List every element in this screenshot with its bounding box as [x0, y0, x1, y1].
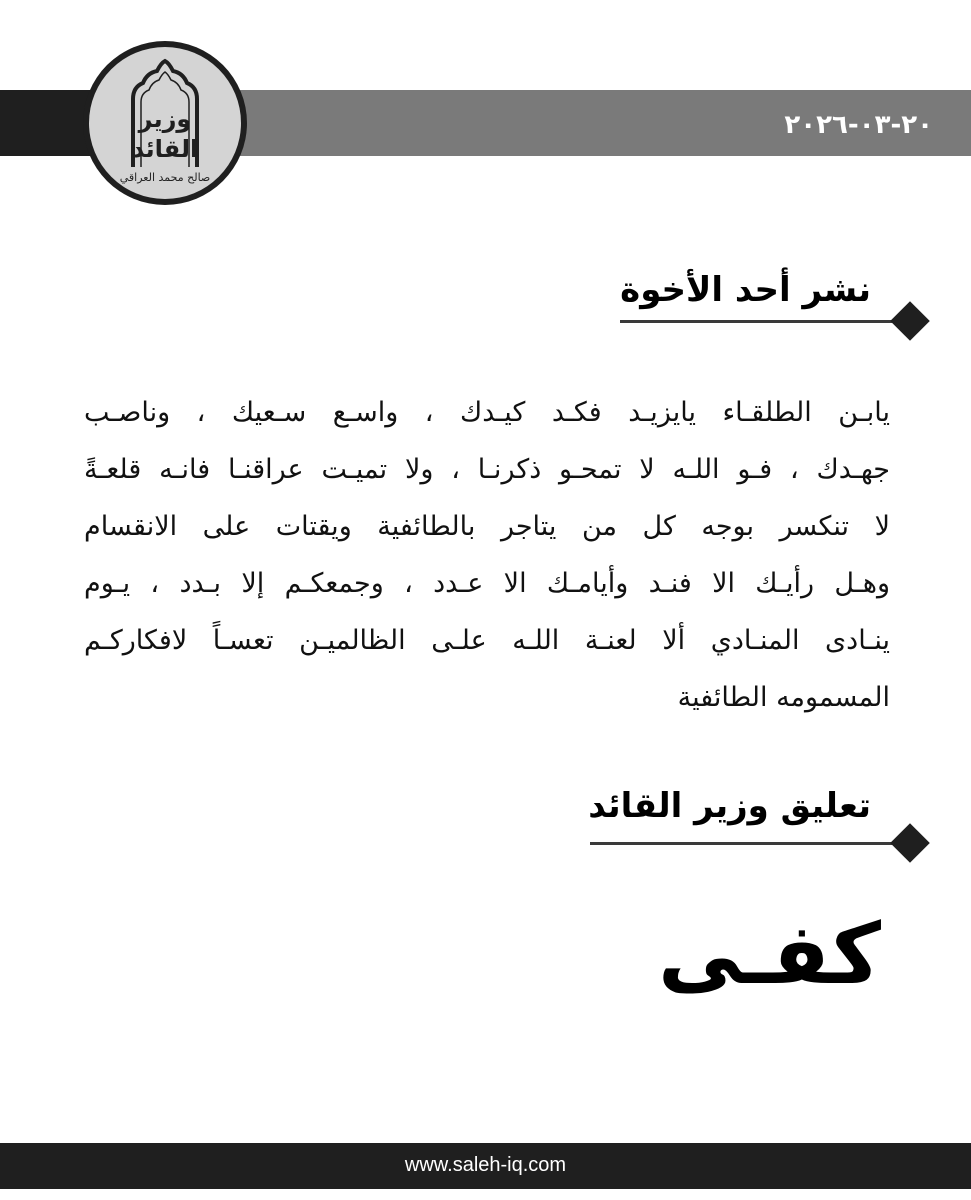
- post-line: لا تنكسر بوجه كل من يتاجر بالطائفية ويقتات على الانقسام: [84, 511, 890, 542]
- post-line: يابـن الطلقـاء يايزيـد فكـد كيـدك ، واسـع سـعيك ، وناصـب: [84, 397, 890, 428]
- post-heading-underline: [620, 320, 910, 323]
- post-line: المسمومه الطائفية: [677, 682, 890, 713]
- post-line: جهـدك ، فـو اللـه لا تمحـو ذكرنـا ، ولا تميـت عراقنـا فانـه قلعـةً: [84, 454, 890, 485]
- logo-title-line2: القائد: [131, 135, 199, 163]
- post-date: ٢٠-٠٣-٢٠٢٦: [784, 110, 933, 140]
- logo: [83, 41, 247, 205]
- logo-caption: صالح محمد العراقي: [119, 171, 211, 184]
- comment-heading: تعليق وزير القائد: [588, 786, 871, 826]
- logo-title-line1: وزير: [138, 105, 192, 133]
- post-line: وهـل رأيـك الا فنـد وأيامـك الا عـدد ، وجمعكـم إلا بـدد ، يـوم: [84, 568, 890, 599]
- logo-emblem: [89, 47, 241, 199]
- comment-text: كفـى: [657, 905, 881, 1003]
- diamond-icon: [890, 301, 930, 341]
- post-body: [84, 384, 890, 726]
- footer-website-link[interactable]: www.saleh-iq.com: [404, 1154, 567, 1176]
- post-heading: نشر أحد الأخوة: [620, 270, 871, 310]
- diamond-icon: [890, 823, 930, 863]
- comment-heading-underline: [590, 842, 910, 845]
- post-line: ينـادى المنـادي ألا لعنـة اللـه علـى الظالميـن تعسـاً لافكاركـم: [84, 625, 890, 656]
- footer-bar: [0, 1143, 971, 1189]
